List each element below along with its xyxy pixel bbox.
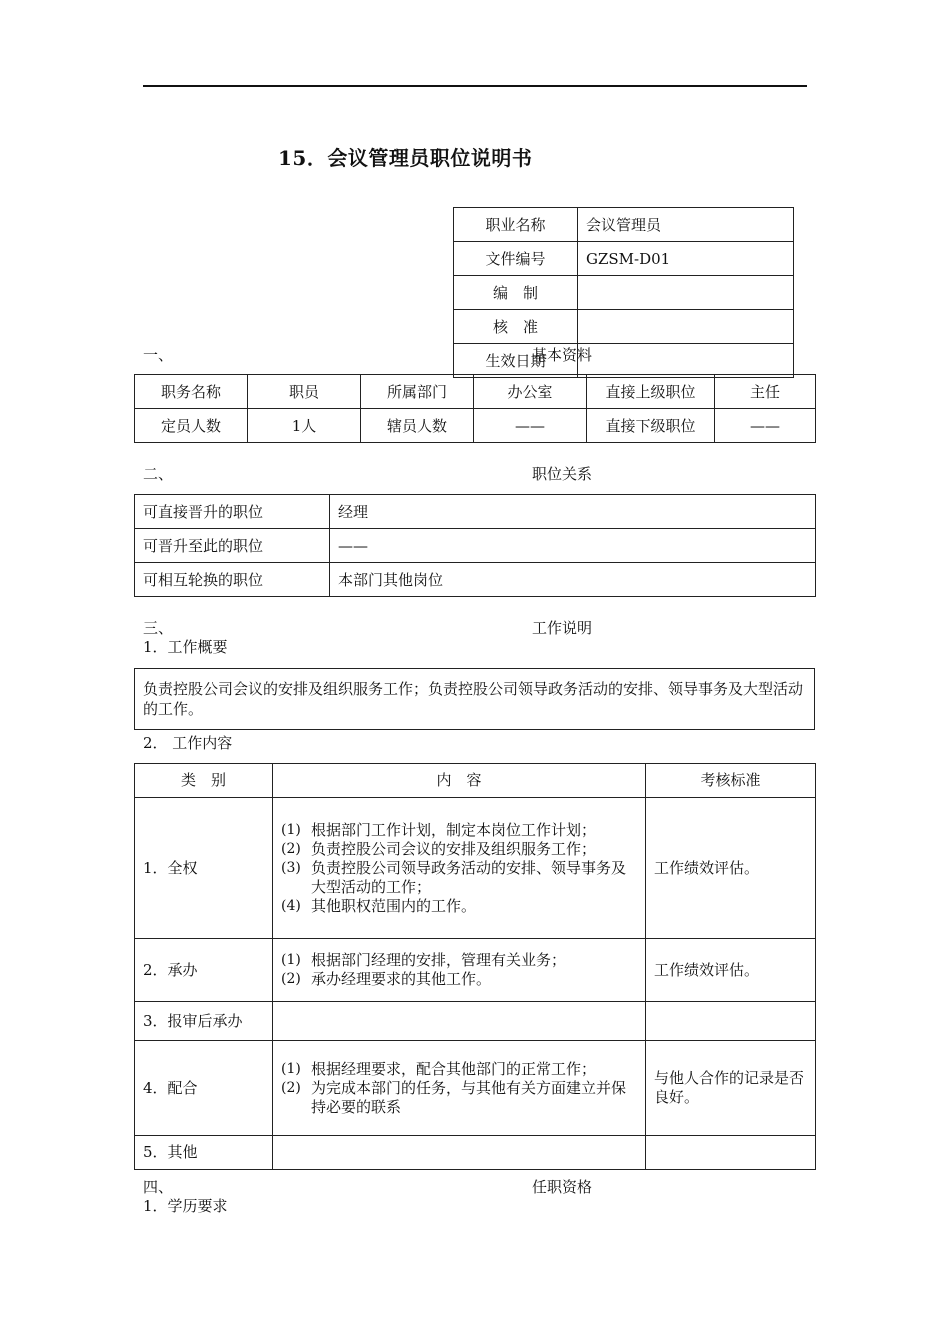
- work-items: [273, 1041, 646, 1136]
- work-row: [135, 1002, 816, 1041]
- work-standard: 与他人合作的记录是否良好。: [646, 1041, 816, 1136]
- header-category: 类 别: [135, 764, 273, 798]
- meta-label: 文件编号: [454, 242, 578, 276]
- work-item: (3) 负责控股公司领导政务活动的安排、领导事务及大型活动的工作；: [281, 858, 627, 896]
- document-title: 15．会议管理员职位说明书: [278, 146, 533, 170]
- work-items: [273, 1002, 646, 1041]
- meta-value: [578, 276, 794, 310]
- section-3-number: 三、: [143, 619, 174, 637]
- meta-row: [454, 344, 794, 378]
- header-rule: [143, 85, 807, 87]
- meta-label: 核 准: [454, 310, 578, 344]
- work-standard: [646, 1002, 816, 1041]
- meta-row: [454, 208, 794, 242]
- work-standard: 工作绩效评估。: [646, 939, 816, 1002]
- basic-cell: 办公室: [474, 375, 587, 409]
- section-2-title: 职位关系: [532, 465, 593, 483]
- relation-value: 本部门其他岗位: [330, 563, 816, 597]
- header-content: 内 容: [273, 764, 646, 798]
- basic-cell: 主任: [715, 375, 816, 409]
- work-row: [135, 1041, 816, 1136]
- relation-value: ——: [330, 529, 816, 563]
- basic-cell: ——: [474, 409, 587, 443]
- position-relations-table: [134, 494, 816, 597]
- work-items: [273, 939, 646, 1002]
- work-item: (4) 其他职权范围内的工作。: [281, 896, 477, 915]
- work-category: 2．承办: [135, 939, 273, 1002]
- section-4-number: 四、: [143, 1178, 174, 1196]
- relation-row: [135, 563, 816, 597]
- work-items: [273, 1136, 646, 1170]
- work-content-table: [134, 763, 816, 1170]
- work-summary-table: [134, 668, 815, 730]
- work-content-heading: 2． 工作内容: [143, 734, 233, 752]
- basic-cell: 直接下级职位: [587, 409, 715, 443]
- meta-value: 会议管理员: [578, 208, 794, 242]
- section-4-title: 任职资格: [532, 1178, 593, 1196]
- basic-cell: ——: [715, 409, 816, 443]
- work-item: (1) 根据部门经理的安排，管理有关业务；: [281, 951, 567, 969]
- relation-label: 可相互轮换的职位: [135, 563, 330, 597]
- work-summary-text: 负责控股公司会议的安排及组织服务工作；负责控股公司领导政务活动的安排、领导事务及大型活动的工作。: [135, 669, 815, 730]
- relation-label: 可直接晋升的职位: [135, 495, 330, 529]
- work-category: 5．其他: [135, 1136, 273, 1170]
- header-standard: 考核标准: [646, 764, 816, 798]
- work-item: (1) 根据经理要求，配合其他部门的正常工作；: [281, 1059, 597, 1078]
- meta-row: [454, 242, 794, 276]
- section-1-title: 基本资料: [532, 346, 593, 364]
- meta-row: [454, 310, 794, 344]
- meta-label: 生效日期: [454, 344, 578, 378]
- relation-row: [135, 495, 816, 529]
- relation-row: [135, 529, 816, 563]
- meta-row: [454, 276, 794, 310]
- meta-value: [578, 344, 794, 378]
- work-category: 1．全权: [135, 798, 273, 939]
- work-item: (1) 根据部门工作计划，制定本岗位工作计划；: [281, 820, 597, 839]
- document-meta-table: [453, 207, 794, 378]
- relation-label: 可晋升至此的职位: [135, 529, 330, 563]
- work-item: (2) 承办经理要求的其他工作。: [281, 970, 492, 988]
- basic-row: [135, 409, 816, 443]
- relation-value: 经理: [330, 495, 816, 529]
- basic-cell: 所属部门: [361, 375, 474, 409]
- work-summary-heading: 1．工作概要: [143, 638, 228, 656]
- section-1-number: 一、: [143, 346, 174, 364]
- meta-label: 编 制: [454, 276, 578, 310]
- basic-row: [135, 375, 816, 409]
- work-row: [135, 939, 816, 1002]
- work-items: [273, 798, 646, 939]
- basic-cell: 直接上级职位: [587, 375, 715, 409]
- meta-value: GZSM-D01: [578, 242, 794, 276]
- work-header-row: [135, 764, 816, 798]
- section-3-title: 工作说明: [532, 619, 593, 637]
- work-standard: 工作绩效评估。: [646, 798, 816, 939]
- work-item: (2) 负责控股公司会议的安排及组织服务工作；: [281, 839, 597, 858]
- work-standard: [646, 1136, 816, 1170]
- basic-cell: 辖员人数: [361, 409, 474, 443]
- meta-label: 职业名称: [454, 208, 578, 242]
- basic-info-table: [134, 374, 816, 443]
- basic-cell: 职务名称: [135, 375, 248, 409]
- basic-cell: 职员: [248, 375, 361, 409]
- education-heading: 1．学历要求: [143, 1197, 228, 1215]
- basic-cell: 1人: [248, 409, 361, 443]
- work-row: [135, 798, 816, 939]
- basic-cell: 定员人数: [135, 409, 248, 443]
- work-category: 4．配合: [135, 1041, 273, 1136]
- meta-value: [578, 310, 794, 344]
- work-row: [135, 1136, 816, 1170]
- work-category: 3．报审后承办: [135, 1002, 273, 1041]
- section-2-number: 二、: [143, 465, 174, 483]
- work-item: (2) 为完成本部门的任务，与其他有关方面建立并保持必要的联系: [281, 1078, 627, 1116]
